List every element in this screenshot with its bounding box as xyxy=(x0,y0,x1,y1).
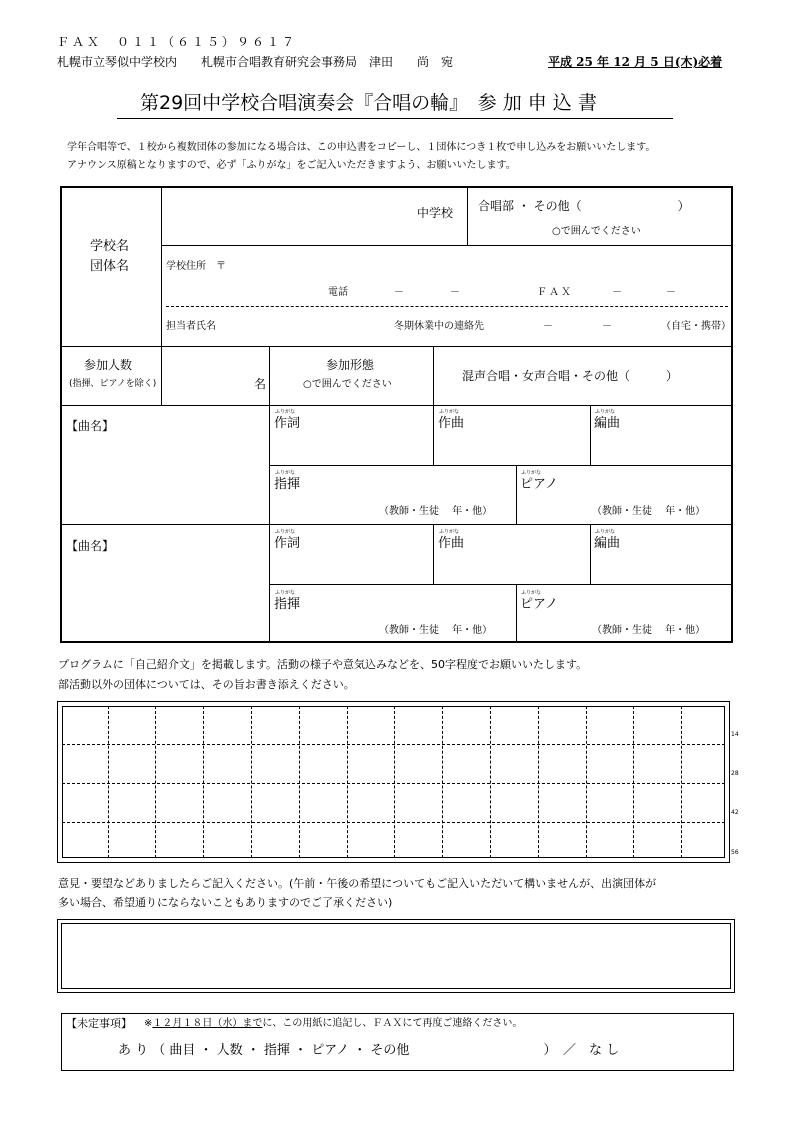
char-count-tick: 56 xyxy=(731,849,739,856)
grid-line xyxy=(299,706,300,858)
grid-line xyxy=(155,706,156,858)
divider xyxy=(161,346,162,405)
fax-number: ＦＡＸ ０１１（６１５）９６１７ xyxy=(57,35,298,49)
circle-note: ○で囲んでください xyxy=(552,226,641,237)
char-count-tick: 28 xyxy=(731,770,739,777)
furigana-marker: ふりがな xyxy=(275,590,296,596)
song-2-conductor-role: （教師・生徒 年・他） xyxy=(379,625,493,636)
song-2-lyrics-field[interactable] xyxy=(304,531,428,577)
song-1-composer-field[interactable] xyxy=(468,412,586,458)
address-line: 札幌市立琴似中学校内 札幌市合唱教育研究会事務局 津田 尚 宛 xyxy=(57,55,454,69)
divider xyxy=(433,346,434,405)
school-name-field[interactable] xyxy=(170,195,410,235)
furigana-marker: ふりがな xyxy=(275,470,296,476)
song-2-arranger-label: 編曲 xyxy=(594,536,621,551)
song-2-conductor-label: 指揮 xyxy=(274,597,301,612)
group-label: 団体名 xyxy=(90,259,130,274)
song-2-arranger-field[interactable] xyxy=(624,531,728,577)
song-2-piano-role: （教師・生徒 年・他） xyxy=(592,625,706,636)
furigana-marker: ふりがな xyxy=(521,590,542,596)
home-mobile-label: （自宅・携帯） xyxy=(661,321,731,332)
char-count-tick: 14 xyxy=(731,731,739,738)
deadline: 平成 25 年 12 月 5 日(木)必着 xyxy=(548,55,723,69)
participants-count-field[interactable] xyxy=(166,352,256,398)
title-underline xyxy=(117,118,673,119)
furigana-marker: ふりがな xyxy=(439,409,460,415)
opinion-instruction-1: 意見・要望などありましたらご記入ください。(午前・午後の希望についてもご記入いただいて構いませんが、出演団体が xyxy=(58,877,657,890)
furigana-marker: ふりがな xyxy=(275,529,296,535)
divider xyxy=(161,245,732,246)
grid-line xyxy=(442,706,443,858)
divider xyxy=(161,187,162,346)
form-note: ○で囲んでください xyxy=(303,379,392,390)
furigana-marker: ふりがな xyxy=(595,409,616,415)
divider xyxy=(61,524,732,525)
song-2-piano-field[interactable] xyxy=(562,592,728,618)
form-label: 参加形態 xyxy=(326,358,375,372)
divider xyxy=(269,346,270,642)
song-2-title-field[interactable] xyxy=(70,558,260,634)
song-2-label: 【曲名】 xyxy=(66,539,115,553)
song-1-piano-field[interactable] xyxy=(562,472,728,500)
participants-note: (指揮、ピアノを除く) xyxy=(69,379,157,389)
grid-line xyxy=(62,822,725,823)
opinion-box[interactable] xyxy=(57,919,735,993)
song-1-arranger-label: 編曲 xyxy=(594,416,621,431)
opinion-box-inner xyxy=(61,923,731,989)
fax-label: ＦＡＸ xyxy=(537,287,573,298)
page-title: 第29回中学校合唱演奏会『合唱の輪』 参 加 申 込 書 xyxy=(140,92,597,114)
divider xyxy=(516,465,517,524)
grid-line xyxy=(633,706,634,858)
winter-contact-label: 冬期休業中の連絡先 xyxy=(394,321,484,332)
song-1-label: 【曲名】 xyxy=(66,419,115,433)
tel-label: 電話 xyxy=(328,287,348,298)
song-2-lyrics-label: 作詞 xyxy=(274,536,301,551)
fax-dash-1: － xyxy=(612,287,622,298)
furigana-marker: ふりがな xyxy=(521,470,542,476)
chugakko-label: 中学校 xyxy=(417,206,454,220)
person-label: 担当者氏名 xyxy=(166,321,216,332)
undecided-options[interactable]: あ り （ 曲目 ・ 人数 ・ 指揮 ・ ピアノ ・ その他 ） ／ な し xyxy=(118,1043,620,1058)
song-1-title-field[interactable] xyxy=(70,438,260,516)
program-instruction-2: 部活動以外の団体については、その旨お書き添えください。 xyxy=(58,678,355,691)
grid-line xyxy=(586,706,587,858)
opinion-instruction-2: 多い場合、希望通りにならないこともありますのでご了承ください) xyxy=(58,896,393,909)
grid-line xyxy=(62,783,725,784)
address-label: 学校住所 〒 xyxy=(166,261,226,272)
song-1-piano-role: （教師・生徒 年・他） xyxy=(592,506,706,517)
mei-label: 名 xyxy=(254,377,267,391)
song-2-composer-field[interactable] xyxy=(468,531,586,577)
divider xyxy=(467,187,468,245)
program-instruction-1: プログラムに「自己紹介文」を掲載します。活動の様子や意気込みなどを、50字程度でお願いいたします。 xyxy=(58,658,588,671)
song-1-lyrics-field[interactable] xyxy=(304,412,428,458)
tel-dash-2: － xyxy=(450,287,460,298)
grid-line xyxy=(62,744,725,745)
song-1-composer-label: 作曲 xyxy=(438,416,465,431)
intro-line-1: 学年合唱等で、１校から複数団体の参加になる場合は、この申込書をコピーし、１団体につき１枚で申し込みをお願いいたします。 xyxy=(67,142,656,153)
song-1-conductor-label: 指揮 xyxy=(274,477,301,492)
grid-line xyxy=(108,706,109,858)
song-2-conductor-field[interactable] xyxy=(304,592,510,618)
grid-line xyxy=(538,706,539,858)
grid-line xyxy=(347,706,348,858)
tel-dash-1: － xyxy=(394,287,404,298)
divider xyxy=(270,465,732,466)
undecided-note-rest: に、この用紙に追記し、ＦＡＸにて再度ご連絡ください。 xyxy=(262,1018,523,1029)
furigana-marker: ふりがな xyxy=(275,409,296,415)
char-count-tick: 42 xyxy=(731,809,739,816)
song-1-conductor-field[interactable] xyxy=(304,472,510,500)
school-label: 学校名 xyxy=(90,239,130,254)
intro-line-2: アナウンス原稿となりますので、必ず「ふりがな」をご記入いただきますよう、お願いいたします。 xyxy=(67,160,516,171)
fax-dash-2: － xyxy=(666,287,676,298)
participants-label: 参加人数 xyxy=(84,358,133,372)
divider xyxy=(590,405,591,465)
furigana-marker: ふりがな xyxy=(439,529,460,535)
grid-line xyxy=(203,706,204,858)
song-2-composer-label: 作曲 xyxy=(438,536,465,551)
grid-line xyxy=(490,706,491,858)
divider xyxy=(516,584,517,642)
grid-line xyxy=(394,706,395,858)
song-1-conductor-role: （教師・生徒 年・他） xyxy=(379,506,493,517)
club-options[interactable]: 合唱部 ・ その他（ ） xyxy=(478,199,690,213)
contact-dash-2: － xyxy=(602,321,612,332)
song-1-arranger-field[interactable] xyxy=(624,412,728,458)
grid-line xyxy=(251,706,252,858)
contact-dash-1: － xyxy=(543,321,553,332)
undecided-label: 【未定事項】 xyxy=(66,1017,132,1030)
undecided-note-prefix: ※ xyxy=(144,1018,153,1029)
divider xyxy=(270,584,732,585)
divider xyxy=(590,524,591,584)
divider xyxy=(166,306,728,307)
grid-line xyxy=(681,706,682,858)
song-2-piano-label: ピアノ xyxy=(520,597,558,612)
furigana-marker: ふりがな xyxy=(595,529,616,535)
undecided-note xyxy=(144,1019,522,1029)
divider xyxy=(433,524,434,584)
song-1-lyrics-label: 作詞 xyxy=(274,416,301,431)
undecided-deadline: １２月１８日（水）まで xyxy=(152,1018,263,1029)
song-1-piano-label: ピアノ xyxy=(520,477,558,492)
divider xyxy=(433,405,434,465)
address-field[interactable] xyxy=(232,256,722,276)
form-options[interactable]: 混声合唱・女声合唱・その他（ ） xyxy=(462,369,679,383)
divider xyxy=(61,405,732,406)
